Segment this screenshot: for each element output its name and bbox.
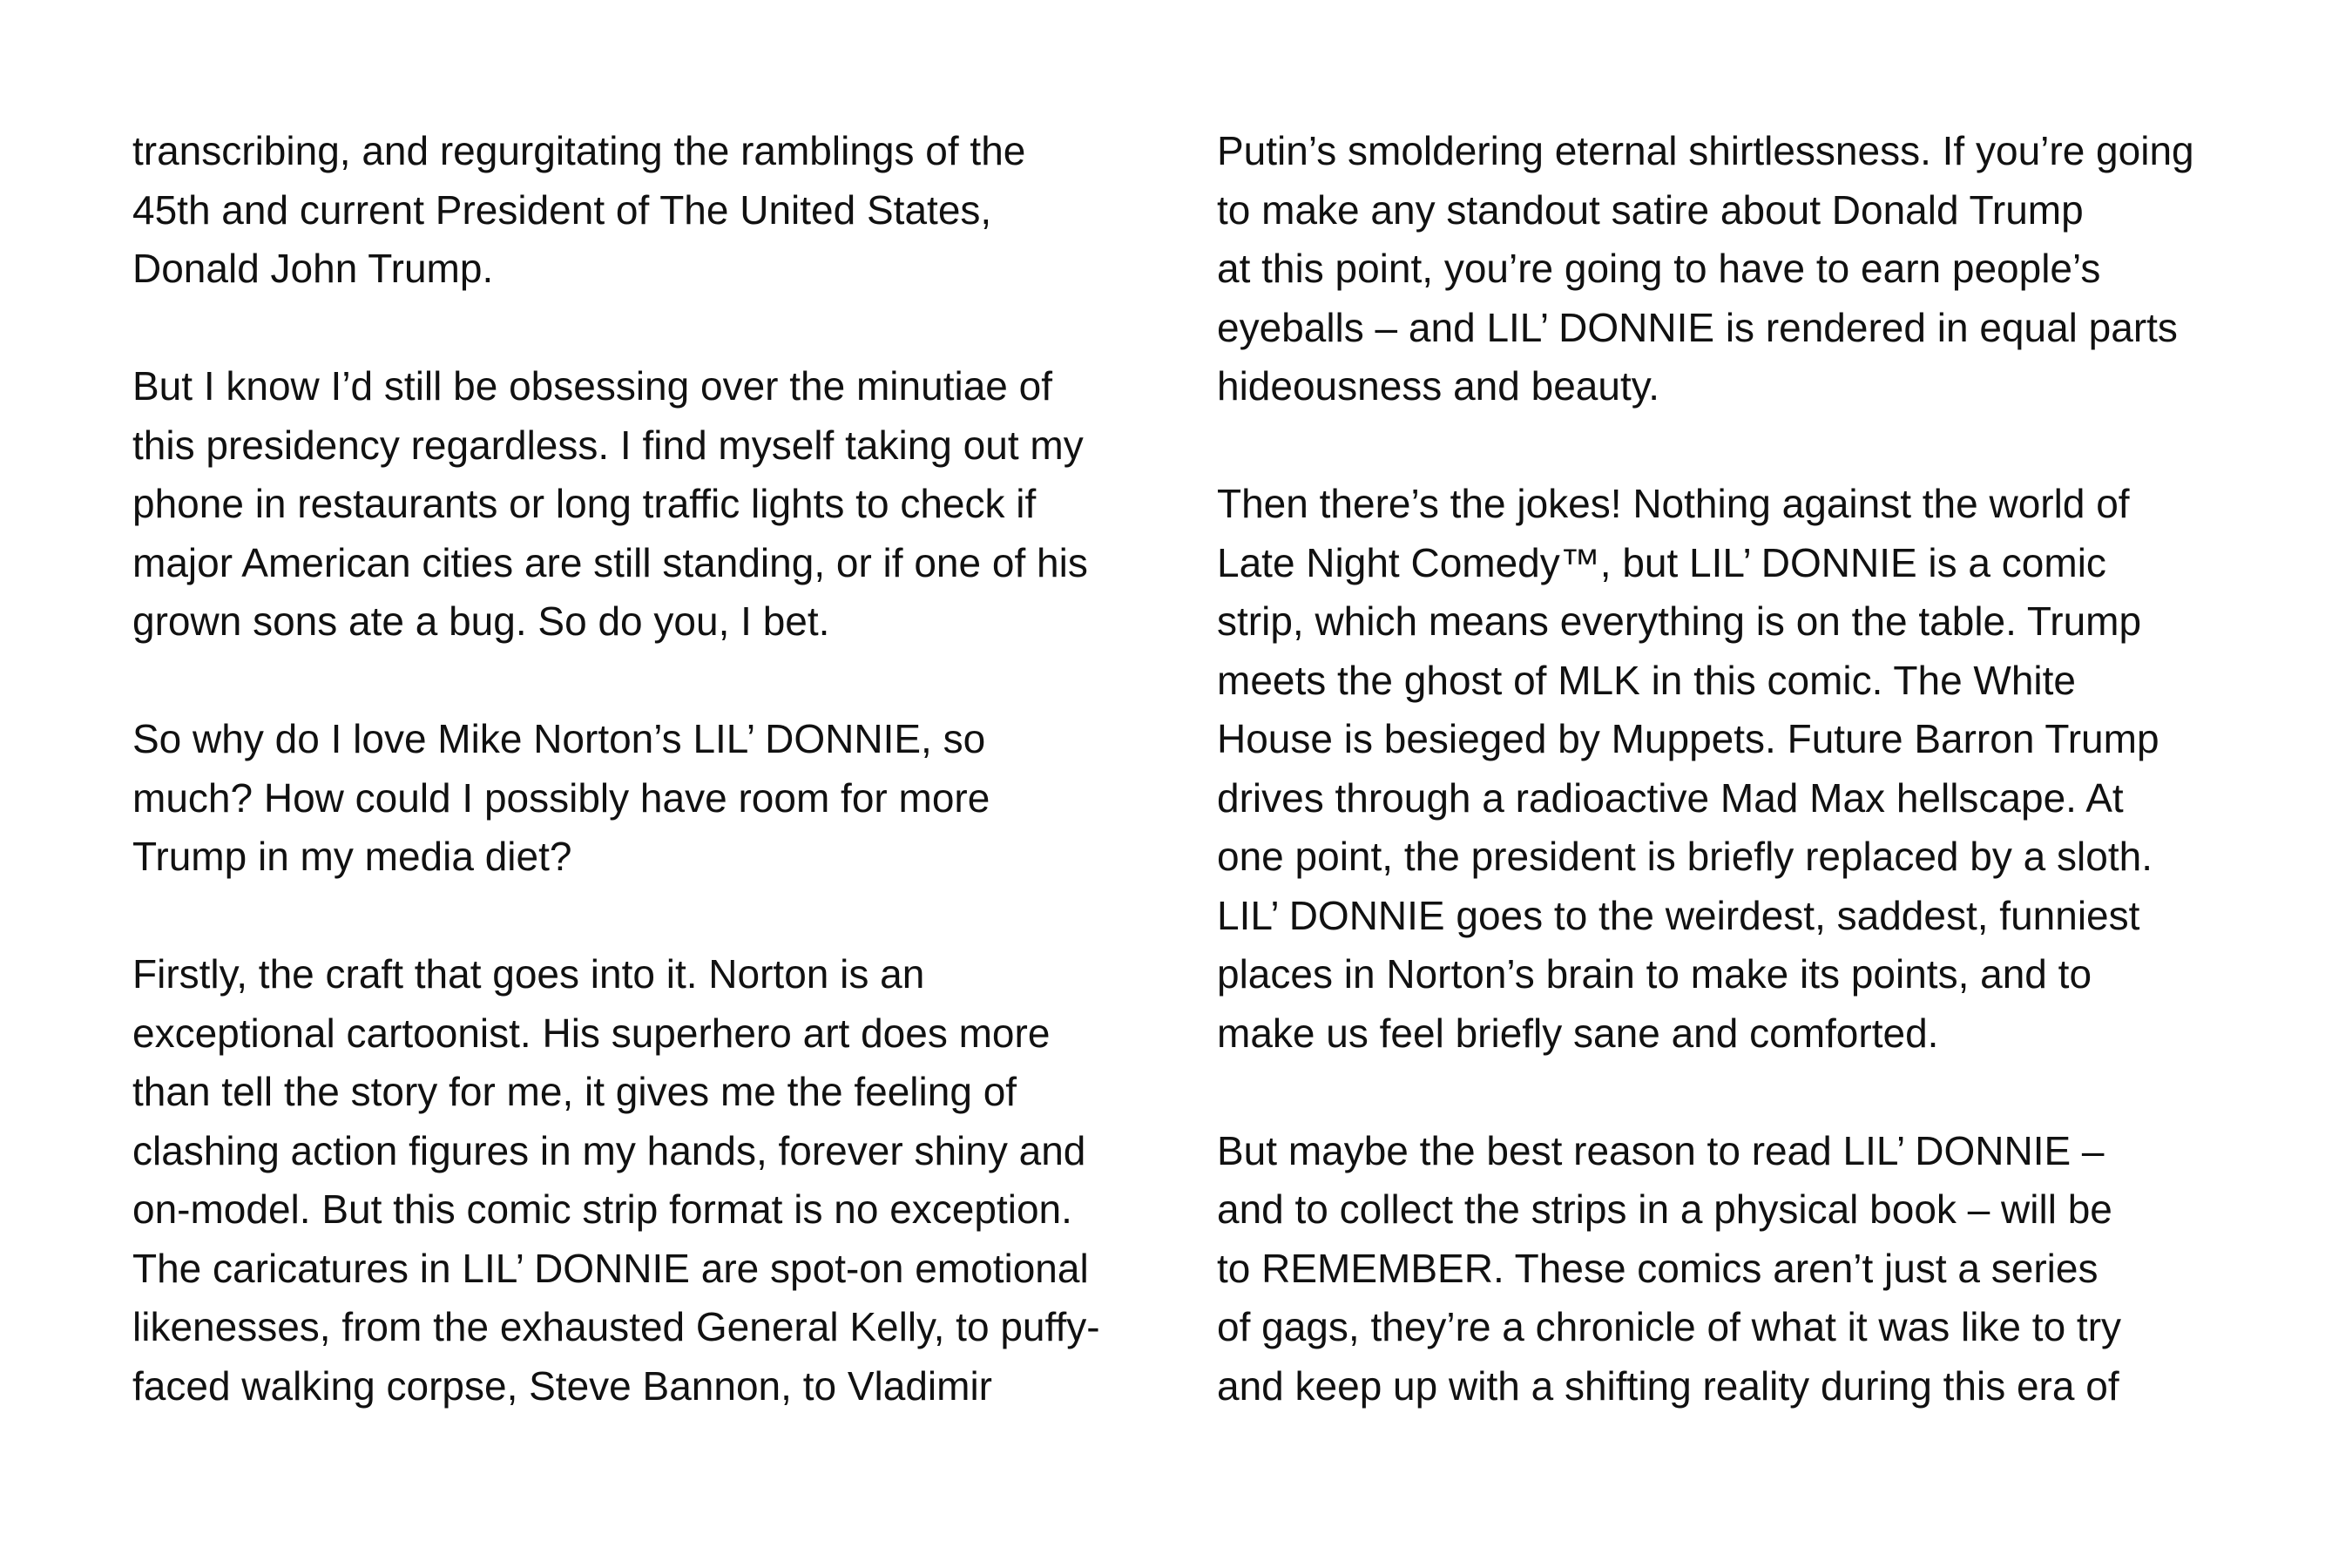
text-line: strip, which means everything is on the table. Trump [1217, 598, 2142, 644]
text-line: faced walking corpse, Steve Bannon, to Vladimir [132, 1362, 992, 1409]
text-line: grown sons ate a bug. So do you, I bet. [132, 598, 830, 644]
text-line: major American cities are still standing, or if one of his [132, 539, 1088, 585]
text-line: to make any standout satire about Donald Trump [1217, 186, 2084, 233]
text-line: and keep up with a shifting reality during this era of [1217, 1362, 2119, 1409]
paragraph-spacer [1217, 416, 2262, 476]
right-page-column [1217, 122, 2262, 1416]
paragraph [132, 945, 1178, 1416]
paragraph [132, 357, 1178, 652]
text-line: But maybe the best reason to read LIL’ DONNIE – [1217, 1127, 2105, 1173]
text-line: hideousness and beauty. [1217, 363, 1660, 409]
text-line: likenesses, from the exhausted General Kelly, to puffy- [132, 1304, 1100, 1349]
text-line: exceptional cartoonist. His superhero art does more [132, 1010, 1051, 1056]
text-line: transcribing, and regurgitating the ramblings of the [132, 128, 1026, 173]
text-line: this presidency regardless. I find myself taking out my [132, 422, 1084, 468]
text-line: make us feel briefly sane and comforted. [1217, 1010, 1939, 1056]
text-line: Late Night Comedy™, but LIL’ DONNIE is a comic [1217, 539, 2106, 585]
text-line: clashing action figures in my hands, forever shiny and [132, 1127, 1086, 1173]
text-line: much? How could I possibly have room for more [132, 774, 990, 821]
text-line: Trump in my media diet? [132, 834, 572, 879]
text-line: on-model. But this comic strip format is no exception. [132, 1186, 1072, 1232]
text-line: at this point, you’re going to have to earn people’s [1217, 246, 2101, 291]
paragraph [1217, 475, 2262, 1063]
paragraph [1217, 1122, 2262, 1416]
text-line: places in Norton’s brain to make its points, and to [1217, 951, 2092, 997]
text-line: and to collect the strips in a physical book – will be [1217, 1186, 2112, 1232]
text-line: The caricatures in LIL’ DONNIE are spot-on emotional [132, 1245, 1089, 1291]
text-line: than tell the story for me, it gives me the feeling of [132, 1069, 1017, 1114]
text-line: of gags, they’re a chronicle of what it was like to try [1217, 1304, 2122, 1349]
paragraph-spacer [132, 299, 1178, 358]
paragraph [1217, 122, 2262, 416]
text-line: LIL’ DONNIE goes to the weirdest, saddest, funniest [1217, 892, 2140, 938]
text-line: So why do I love Mike Norton’s LIL’ DONNIE, so [132, 716, 986, 761]
paragraph-spacer [132, 652, 1178, 711]
text-line: But I know I’d still be obsessing over the minutiae of [132, 363, 1053, 409]
text-line: to REMEMBER. These comics aren’t just a series [1217, 1245, 2099, 1291]
text-line: eyeballs – and LIL’ DONNIE is rendered in equal parts [1217, 304, 2178, 350]
text-line: Then there’s the jokes! Nothing against the world of [1217, 481, 2130, 526]
text-line: House is besieged by Muppets. Future Barron Trump [1217, 716, 2159, 761]
paragraph [132, 710, 1178, 887]
text-line: Donald John Trump. [132, 246, 494, 291]
paragraph-spacer [132, 887, 1178, 946]
text-line: one point, the president is briefly replaced by a sloth. [1217, 834, 2153, 879]
text-line: phone in restaurants or long traffic lights to check if [132, 481, 1037, 526]
left-page-column [132, 122, 1178, 1416]
text-line: 45th and current President of The United States, [132, 186, 992, 233]
text-line: meets the ghost of MLK in this comic. The White [1217, 657, 2077, 703]
paragraph-spacer [1217, 1063, 2262, 1122]
text-line: Putin’s smoldering eternal shirtlessness. If you’re going [1217, 128, 2194, 173]
text-line: Firstly, the craft that goes into it. Norton is an [132, 951, 925, 997]
paragraph [132, 122, 1178, 299]
text-line: drives through a radioactive Mad Max hellscape. At [1217, 774, 2124, 821]
